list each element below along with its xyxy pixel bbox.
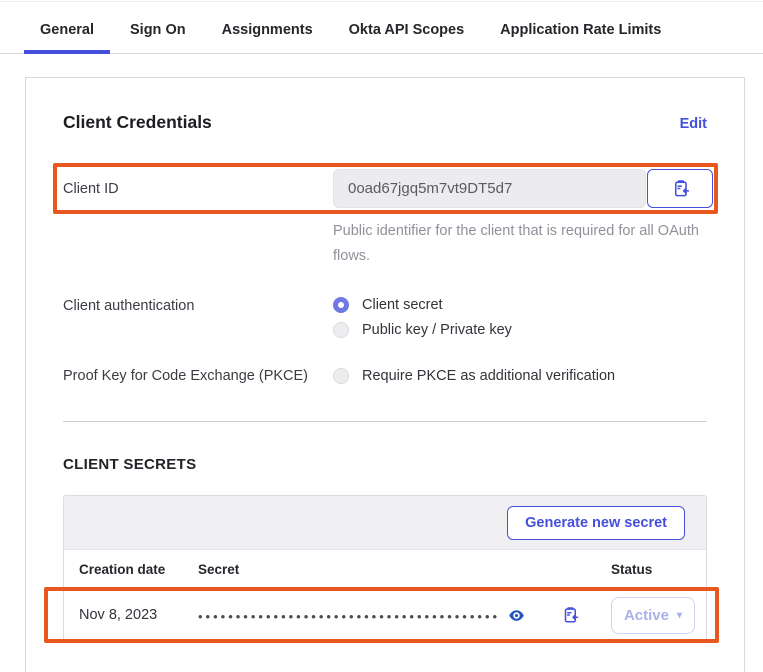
client-authentication-options — [333, 297, 512, 338]
client-id-input-group — [333, 169, 713, 208]
generate-new-secret-button[interactable]: Generate new secret — [507, 506, 685, 540]
tab-okta-api-scopes[interactable]: Okta API Scopes — [348, 22, 465, 38]
table-header-row — [64, 550, 706, 589]
radio-unselected-icon — [333, 322, 349, 338]
clipboard-copy-icon — [671, 179, 690, 198]
tab-assignments[interactable]: Assignments — [221, 22, 313, 38]
clipboard-copy-icon[interactable] — [561, 606, 579, 624]
header-secret: Secret — [198, 561, 240, 577]
radio-public-private-key[interactable] — [333, 322, 512, 338]
client-id-value-field[interactable]: 0oad67jgq5m7vt9DT5d7 — [333, 169, 646, 208]
client-secrets-table — [63, 495, 707, 642]
status-dropdown-button[interactable] — [611, 597, 695, 634]
pkce-label: Proof Key for Code Exchange (PKCE) — [63, 368, 309, 384]
pkce-checkbox[interactable] — [333, 368, 615, 384]
checkbox-unchecked-icon — [333, 368, 349, 384]
client-id-help-text: Public identifier for the client that is required for all OAuth flows. — [333, 223, 699, 264]
radio-client-secret-label: Client secret — [362, 297, 443, 313]
section-divider — [63, 421, 707, 422]
client-authentication-row — [63, 297, 707, 338]
general-settings-card — [25, 77, 745, 672]
radio-client-secret[interactable] — [333, 297, 512, 313]
chevron-down-icon: ▾ — [677, 609, 683, 621]
edit-link[interactable]: Edit — [679, 116, 707, 132]
table-toolbar — [64, 496, 706, 550]
header-creation-date: Creation date — [79, 561, 166, 577]
header-status: Status — [611, 561, 653, 577]
status-cell — [611, 597, 706, 634]
masked-secret-value: •••••••••••••••••••••••••••••••••••••••• — [198, 608, 501, 624]
client-id-label: Client ID — [63, 180, 119, 197]
tab-sign-on[interactable]: Sign On — [130, 22, 186, 38]
tab-bar — [0, 2, 763, 54]
client-credentials-header — [63, 112, 707, 133]
table-row — [64, 589, 706, 641]
secret-cell — [198, 606, 611, 624]
client-id-copy-button[interactable] — [647, 169, 713, 208]
status-badge: Active — [623, 606, 669, 624]
creation-date-cell: Nov 8, 2023 — [79, 607, 158, 623]
client-secrets-title: CLIENT SECRETS — [63, 456, 197, 473]
client-id-row — [63, 169, 707, 208]
pkce-row — [63, 368, 707, 384]
tab-application-rate-limits[interactable]: Application Rate Limits — [500, 22, 662, 38]
radio-public-private-key-label: Public key / Private key — [362, 322, 512, 338]
section-title: Client Credentials — [63, 112, 212, 132]
pkce-option-label: Require PKCE as additional verification — [362, 368, 616, 384]
radio-selected-icon — [333, 297, 349, 313]
tab-general[interactable]: General — [24, 22, 110, 53]
client-authentication-label: Client authentication — [63, 298, 195, 314]
eye-icon[interactable] — [508, 607, 525, 624]
